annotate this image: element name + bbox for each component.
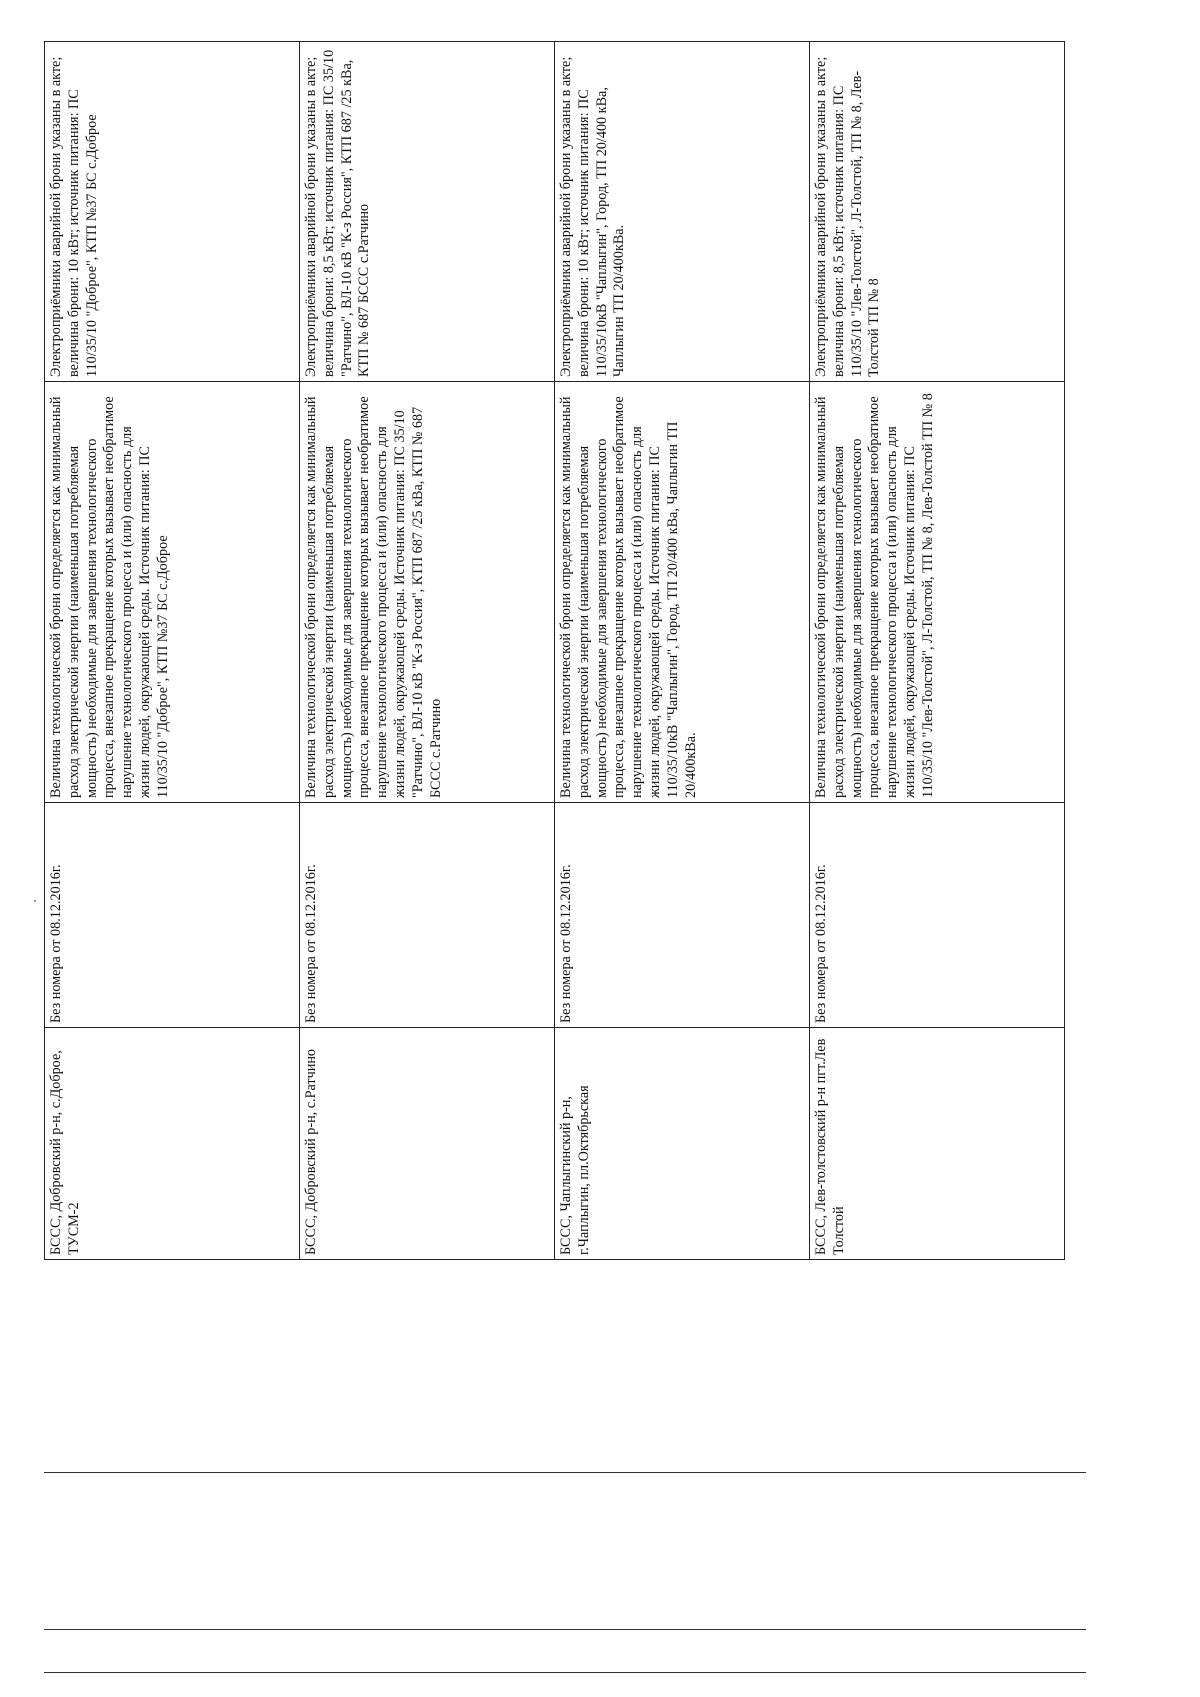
table-row	[555, 42, 810, 1260]
emergency-reserve-cell: Электроприёмники аварийной брони указаны в акте; величина брони: 10 кВт; источник питания: ПС 110/35/10 "Доброе", КТП №37 БС с.Доброе	[45, 42, 300, 382]
scan-line	[44, 1672, 1086, 1673]
table-row	[300, 42, 555, 1260]
reservation-table	[44, 41, 1065, 1260]
table-row	[45, 42, 300, 1260]
emergency-reserve-cell: Электроприёмники аварийной брони указаны в акте; величина брони: 8,5 кВт; источник питания: ПС 35/10 "Ратчино", ВЛ-10 кВ "К-з Россия", КТП 687 /25 кВа, КТП № 687 БССС с.Ратчино	[300, 42, 555, 382]
act-cell: Без номера от 08.12.2016г.	[300, 803, 555, 1028]
act-cell: Без номера от 08.12.2016г.	[810, 803, 1065, 1028]
object-cell: БССС, Добровский р-н, с.Доброе, ТУСМ-2	[45, 1028, 300, 1260]
object-cell: БССС, Лев-толстовский р-н пгт.Лев Толстой	[810, 1028, 1065, 1260]
rotated-table-wrapper	[44, 42, 1066, 1260]
act-cell: Без номера от 08.12.2016г.	[45, 803, 300, 1028]
scan-speck	[34, 900, 36, 902]
object-cell: БССС, Чаплыгинский р-н, г.Чаплыгин, пл.Октябрьская	[555, 1028, 810, 1260]
emergency-reserve-cell: Электроприёмники аварийной брони указаны в акте; величина брони: 10 кВт; источник питания: ПС 110/35/10кВ "Чаплыгин", Город, ТП 20/400 кВа, Чаплыгин ТП 20/400кВа.	[555, 42, 810, 382]
tech-reserve-cell: Величина технологической брони определяется как минимальный расход электрической энергии (наименьшая потребляемая мощность) необходимые для завершения технологического процесса, внезапное прекращение которых вызывает необратимое нарушение технологического процесса и (или) опасность для жизни людей, окружающей среды. Источник питания: ПС 35/10 "Ратчино", ВЛ-10 кВ "К-з Россия", КТП 687 /25 кВа, КТП № 687 БССС с.Ратчино	[300, 382, 555, 803]
scan-line	[44, 1629, 1086, 1630]
tech-reserve-cell: Величина технологической брони определяется как минимальный расход электрической энергии (наименьшая потребляемая мощность) необходимые для завершения технологического процесса, внезапное прекращение которых вызывает необратимое нарушение технологического процесса и (или) опасность для жизни людей, окружающей среды. Источник питания: ПС 110/35/10 "Доброе", КТП №37 БС с.Доброе	[45, 382, 300, 803]
act-cell: Без номера от 08.12.2016г.	[555, 803, 810, 1028]
scan-line	[44, 1472, 1086, 1473]
emergency-reserve-cell: Электроприёмники аварийной брони указаны в акте; величина брони: 8,5 кВт; источник питания: ПС 110/35/10 "Лев-Толстой", Л-Толстой, ТП № 8, Лев-Толстой ТП № 8	[810, 42, 1065, 382]
tech-reserve-cell: Величина технологической брони определяется как минимальный расход электрической энергии (наименьшая потребляемая мощность) необходимые для завершения технологического процесса, внезапное прекращение которых вызывает необратимое нарушение технологического процесса и (или) опасность для жизни людей, окружающей среды. Источник питания: ПС 110/35/10кВ "Чаплыгин", Город, ТП 20/400 кВа, Чаплыгин ТП 20/400кВа.	[555, 382, 810, 803]
table-row	[810, 42, 1065, 1260]
object-cell: БССС, Добровский р-н, с.Ратчино	[300, 1028, 555, 1260]
tech-reserve-cell: Величина технологической брони определяется как минимальный расход электрической энергии (наименьшая потребляемая мощность) необходимые для завершения технологического процесса, внезапное прекращение которых вызывает необратимое нарушение технологического процесса и (или) опасность для жизни людей, окружающей среды. Источник питания: ПС 110/35/10 "Лев-Толстой", Л-Толстой, ТП № 8, Лев-Толстой ТП № 8	[810, 382, 1065, 803]
